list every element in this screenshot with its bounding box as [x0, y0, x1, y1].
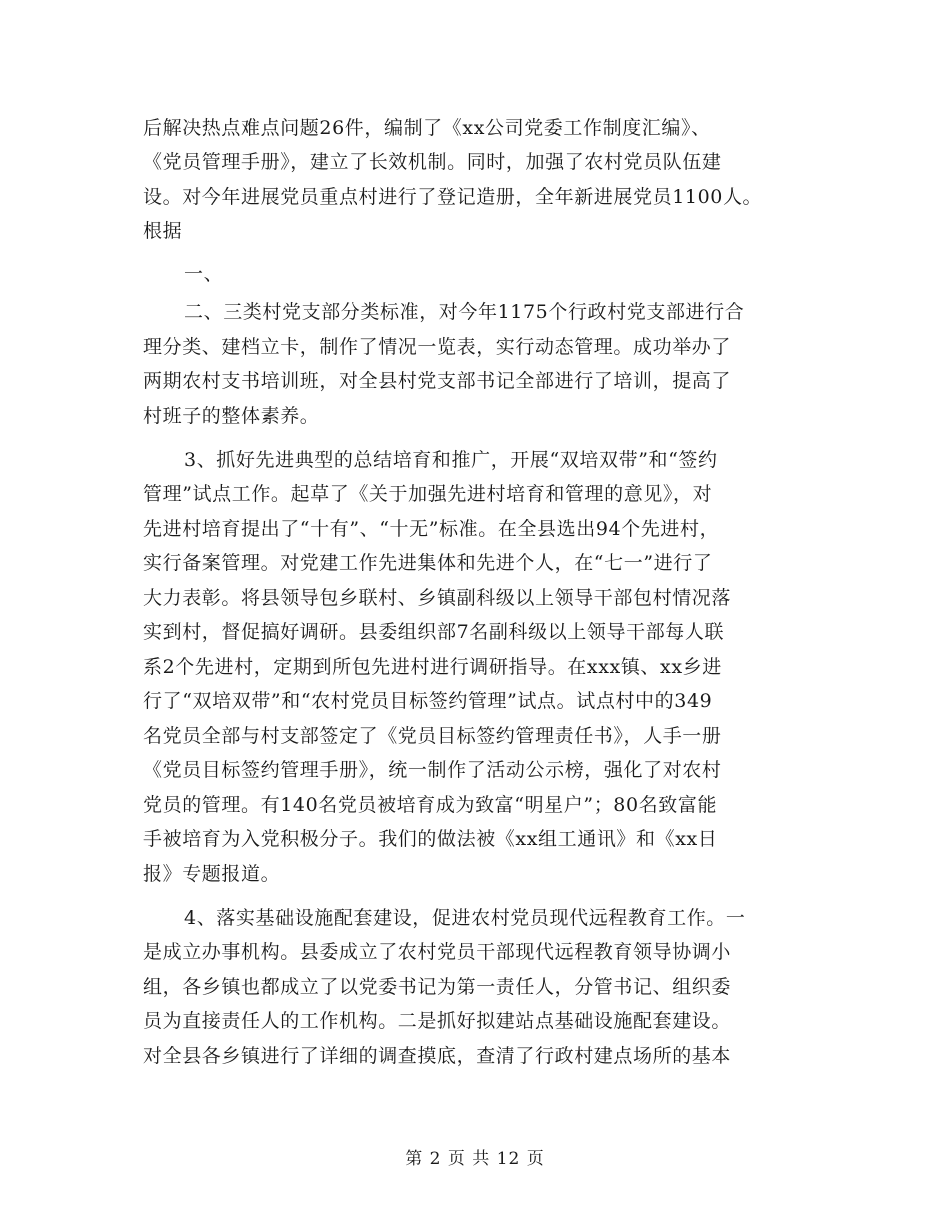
text-line: 一、	[184, 263, 224, 285]
page-number-footer: 第 2 页 共 12 页	[405, 1149, 545, 1169]
text-line: 设。对今年进展党员重点村进行了登记造册，全年新进展党员1100人。	[143, 186, 763, 208]
text-line: 大力表彰。将县领导包乡联村、乡镇副科级以上领导干部包村情况落	[143, 587, 732, 609]
text-line: 行了“双培双带”和“农村党员目标签约管理”试点。试点村中的349	[143, 690, 713, 712]
text-line: 二、三类村党支部分类标准，对今年1175个行政村党支部进行合	[184, 301, 745, 323]
text-line: 名党员全部与村支部签定了《党员目标签约管理责任书》，人手一册	[143, 725, 722, 747]
text-line: 根据	[143, 220, 183, 242]
text-line: 实行备案管理。对党建工作先进集体和先进个人，在“七一”进行了	[143, 552, 713, 574]
text-line: 两期农村支书培训班，对全县村党支部书记全部进行了培训，提高了	[143, 370, 732, 392]
text-line: 3、抓好先进典型的总结培育和推广，开展“双培双带”和“签约	[184, 449, 718, 471]
text-line: 4、落实基础设施配套建设，促进农村党员现代远程教育工作。一	[184, 907, 746, 929]
text-line: 后解决热点难点问题26件，编制了《xx公司党委工作制度汇编》、	[143, 117, 711, 139]
text-line: 手被培育为入党积极分子。我们的做法被《xx组工通讯》和《xx日	[143, 828, 718, 850]
text-line: 是成立办事机构。县委成立了农村党员干部现代远程教育领导协调小	[143, 941, 732, 963]
text-line: 《党员管理手册》，建立了长效机制。同时，加强了农村党员队伍建	[143, 151, 722, 173]
text-line: 管理”试点工作。起草了《关于加强先进村培育和管理的意见》，对	[143, 483, 713, 505]
text-line: 《党员目标签约管理手册》，统一制作了活动公示榜，强化了对农村	[143, 759, 722, 781]
text-line: 报》专题报道。	[143, 863, 281, 885]
text-line: 系2个先进村，定期到所包先进村进行调研指导。在xxx镇、xx乡进	[143, 656, 722, 678]
text-line: 村班子的整体素养。	[143, 405, 320, 427]
text-line: 对全县各乡镇进行了详细的调查摸底，查清了行政村建点场所的基本	[143, 1045, 732, 1067]
text-line: 理分类、建档立卡，制作了情况一览表，实行动态管理。成功举办了	[143, 336, 732, 358]
text-line: 党员的管理。有140名党员被培育成为致富“明星户”；80名致富能	[143, 794, 718, 816]
text-line: 组，各乡镇也都成立了以党委书记为第一责任人，分管书记、组织委	[143, 976, 732, 998]
text-line: 实到村，督促搞好调研。县委组织部7名副科级以上领导干部每人联	[143, 621, 725, 643]
text-line: 先进村培育提出了“十有”、“十无”标准。在全县选出94个先进村，	[143, 518, 720, 540]
text-line: 员为直接责任人的工作机构。二是抓好拟建站点基础设施配套建设。	[143, 1010, 732, 1032]
